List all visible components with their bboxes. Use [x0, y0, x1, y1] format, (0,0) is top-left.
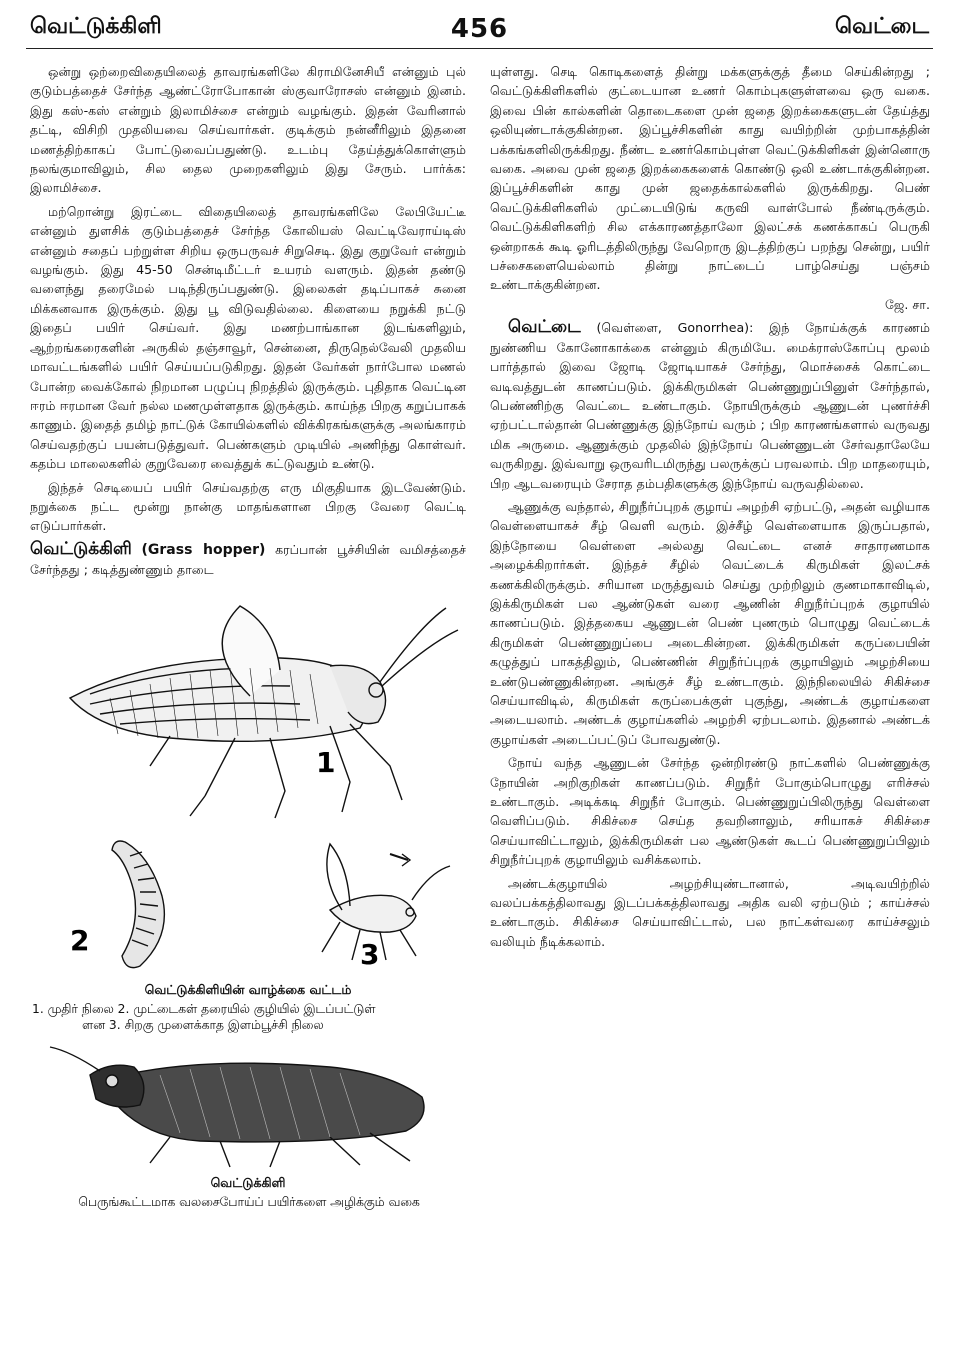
life-cycle-caption: வெட்டுக்கிளியின் வாழ்க்கை வட்டம்: [144, 981, 352, 997]
figure-number-3: 3: [360, 937, 380, 971]
left-paragraph-2: மற்றொன்று இரட்டை விதையிலைத் தாவரங்களிலே லேபியேட்டீ என்னும் துளசிக் குடும்பத்தைச் சேர்ந்த கோலியஸ் வெட்டிவேராய்டிஸ் என்னும் சதைப் பற்றுள்ள சிறிய ஒருபருவச் சிறுசெடி. இது குறுவேர் என்றும் வழங்கும். இது 45-50 சென்டிமீட்டர் உயரம் வளரும். இதன் தண்டு வளைந்து தரைமேல் படிந்திருப்பதுண்டு. இலைகள் தடிப்பாகச் சுனை மிக்கனவாக இருக்கும். இது பூ விடுவதில்லை. கிளையை நறுக்கி நட்டு இதைப் பயிர் செய்வர். இது மணற்பாங்கான இடங்களிலும், ஆற்றங்கரைகளின் அருகில் தஞ்சாவூர், சென்னை, திருநெல்வேலி முதலிய மாவட்டங்களில் பயிர் செய்யப்படுகிறது. இதன் வேர்கள் நார்போல மணல் போன்ற வைக்கோல் நிறமான பழுப்பு நிறத்தில் இருக்கும். புதிதாக வெட்டின ஈரம் ஈரமான வேர் நல்ல மணமுள்ளதாக இருக்கும். காய்ந்த பிறகு கறுப்பாகக் காணும். இதைத் தமிழ் நாட்டுக் கோயில்களில் விக்கிரகங்களுக்கு அலங்காரம் செய்வதற்குப் பயன்படுத்துவர். பெண்களும் முடியில் அணிந்து கொள்வர். கதம்ப மாலைகளில் குறுவேரை வைத்துக் கட்டுவதும் உண்டு.: [30, 203, 466, 472]
vettai-headword: வெட்டை: [508, 317, 581, 338]
right-column: [490, 62, 930, 1350]
life-cycle-legend-line-1: 1. முதிர் நிலை 2. முட்டைகள் தரையில் குழியில் இடப்பட்டுள்: [32, 1001, 376, 1016]
figure-number-1: 1: [316, 745, 336, 779]
page-number: 456: [450, 14, 509, 44]
life-cycle-legend-line-2: ளன 3. சிறகு முளைக்காத இளம்பூச்சி நிலை: [82, 1017, 324, 1032]
left-paragraph-1: ஒன்று ஒற்றைவிதையிலைத் தாவரங்களிலே கிராமினேசியீ என்னும் புல் குடும்பத்தைச் சேர்ந்த ஆண்ட்ரோபோகான் ஸ்குவாரோசஸ் என்னும் இனம். இது கஸ்-கஸ் என்றும் இலாமிச்சை என்றும் வழங்கும். இதன் வேரினால் தட்டி, விசிறி முதலியவை செய்வார்கள். குடிக்கும் நன்னீரிலும் இதனை மணத்திற்காகப் போட்டுவைப்பதுண்டு. உடம்பு தேய்த்துக்கொள்ளும் நலங்குமாவிலும், சில தைல முறைகளிலும் இது சேரும். பார்க்க: இலாமிச்சை.: [30, 64, 466, 196]
entry-latin-name: (Grass hopper): [141, 541, 266, 558]
right-paragraph-2: ஆணுக்கு வந்தால், சிறுநீர்ப்புறக் குழாய் அழற்சி ஏற்பட்டு, அதன் வழியாக வெள்ளையாகச் சீழ் வெளி வரும். இச்சீழ் வெள்ளையாக இருப்பதால், இந்நோயை வெள்ளை அல்லது வெட்டை எனச் சாதாரணமாக அழைக்கிறார்கள். இந்தச் சீழில் வெட்டைக் கிருமிகள் இலட்சக் கணக்கிலிருக்கும். சரியான மருத்துவம் செய்து முற்றிலும் குணமாகாவிடில், இக்கிருமிகள் பல ஆண்டுகள் வரை ஆணின் சிறுநீர்ப்புறக் குழாயில் காணப்படும். இத்தகைய ஆணுடன் பெண் புணரும் பொழுது வெட்டைக் கிருமிகள் பெண்ணுறுப்பை அடைகின்றன. இக்கிருமிகள் கருப்பையின் கழுத்துப் பாகத்திலும், பெண்ணின் சிறுநீர்ப்புறக் குழாயிலும் அழற்சியை உண்டுபண்ணுகின்றன. அங்குச் சீழ் உண்டாகும். இந்நிலையில் சிகிச்சை செய்யாவிடில், கிருமிகள் கருப்பைக்குள் புகுந்து, அண்டக் குழாய்களை அடையலாம். அண்டக் குழாய்களில் அழற்சி ஏற்படலாம். இதனால் அண்டக் குழாய்கள் அடைப்பட்டுப் போவதுண்டு.: [490, 498, 930, 747]
right-paragraph-3: நோய் வந்த ஆணுடன் சேர்ந்த ஒன்றிரண்டு நாட்களில் பெண்ணுக்கு நோயின் அறிகுறிகள் காணப்படும். சிறுநீர் போகும்பொழுது எரிச்சல் உண்டாகும். அடிக்கடி சிறுநீர் போகும். பெண்ணுறுப்பிலிருந்து வெள்ளை வெளிப்படும். சிகிச்சை செய்த தவறினாலும், சரியாகச் சிகிச்சை செய்யாவிட்டாலும், இக்கிருமிகள் பல ஆண்டுகள் கூடப் பெண்ணுறுப்பிலும் சிறுநீர்ப்புறக் குழாயிலும் வசிக்கலாம்.: [490, 755, 930, 868]
header-rule: [26, 48, 933, 49]
grasshopper-entry: [30, 540, 466, 580]
figure-number-2: 2: [70, 923, 90, 957]
locust-figure: [30, 1041, 466, 1171]
locust-caption: வெட்டுக்கிளி: [210, 1174, 286, 1190]
left-column: [30, 62, 466, 1350]
vettai-entry-text: இந் நோய்க்குக் காரணம் நுண்ணிய கோனோகாக்கை என்னும் கிருமியே. மைக்ராஸ்கோப்பு மூலம் பார்த்தால் இவை ஜோடி ஜோடியாகச் சேர்ந்து, மொச்சைக் கொட்டை வடிவத்துடன் காணப்படும். இக்கிருமிகள் பெண்ணுறுப்பினுள் சேர்ந்தால், பெண்ணிற்கு வெட்டை உண்டாகும். நோயிருக்கும் ஆணுடன் புணர்ச்சி ஏற்பட்டால்தான் பெண்ணுக்கு இந்நோய் வரும் ; பிற காரணங்களால் வருவது மிக அருமை. ஆணுக்கும் முதலில் இந்நோய் பெண்ணுடன் சேர்வதாலேயே வருகிறது. இவ்வாறு ஒருவரிடமிருந்து பலருக்குப் பரவலாம். பிற மாதரையும், பிற ஆடவரையும் சேராத தம்பதிகளுக்கு இந்நோய் வருவதில்லை.: [490, 320, 930, 491]
right-paragraph-4: அண்டக்குழாயில் அழற்சியுண்டானால், அடிவயிற்றில் வலப்பக்கத்திலாவது இடப்பக்கத்திலாவது அதிக வலி ஏற்படும் ; காய்ச்சல் உண்டாகும். சிகிச்சை செய்யாவிட்டால், பல நாட்கள்வரை காய்ச்சலும் வலியும் நீடிக்கலாம்.: [490, 875, 930, 949]
running-head-right: வெட்டை: [834, 14, 929, 39]
adult-grasshopper-illustration: [30, 586, 466, 824]
vettai-subtitle: (வெள்ளை, Gonorrhea):: [596, 320, 754, 336]
entry-headword: வெட்டுக்கிளி: [30, 538, 132, 559]
running-head-left: வெட்டுக்கிளி: [30, 14, 162, 39]
author-signature: ஜே. சா.: [884, 296, 930, 312]
locust-illustration: [30, 1041, 466, 1171]
right-paragraph-1: யுள்ளது. செடி கொடிகளைத் தின்று மக்களுக்குத் தீமை செய்கின்றது ; வெட்டுக்கிளிகளில் குட்டையான உணர் கொம்புகளுள்ளவை ஒரு வகை. இவை பின் கால்களின் தொடைகளை முன் ஜதை இறக்கைகளுடன் தேய்த்து ஒலியுண்டாக்குகின்றன. இப்பூச்சிகளின் காது வயிற்றின் முற்பாகத்தின் பக்கங்களிலிருக்கிறது. நீண்ட உணர்கொம்புள்ள வெட்டுக்கிளிகள் இன்னொரு வகை. அவை முன் ஜதை இறக்கைகளைக் கொண்டு ஒலி உண்டாக்குகின்றன. இப்பூச்சிகளின் காது முன் ஜதைக்கால்களில் இருக்கிறது. பெண் வெட்டுக்கிளிகளில் முட்டையிடுங் கருவி வாள்போல் நீண்டிருக்கும். வெட்டுக்கிளிகளிற் சில எக்காரணத்தாலோ இலட்சக் கணக்காகப் பெருகி ஒன்றாகக் கூடி ஓரிடத்திலிருந்து வேறொரு இடத்திற்குப் பறந்து சென்று, பயிர் பச்சைகளையெல்லாம் தின்று நாட்டைப் பாழ்செய்து பஞ்சம் உண்டாக்குகின்றன.: [490, 64, 930, 293]
locust-subcaption: பெருங்கூட்டமாக வலசைபோய்ப் பயிர்களை அழிக்கும் வகை: [78, 1194, 420, 1209]
life-cycle-figure: [30, 586, 466, 824]
left-paragraph-3: இந்தச் செடியைப் பயிர் செய்வதற்கு எரு மிகுதியாக இடவேண்டும். நறுக்கை நட்ட மூன்று நான்கு மாதங்களான பிறகு வேரை வெட்டி எடுப்பார்கள்.: [30, 479, 466, 534]
eggs-and-nymph-illustration: [30, 826, 466, 976]
eggs-and-nymph-figure: [30, 826, 466, 976]
entry-text: கரப்பான் பூச்சியின் வமிசத்தைச் சேர்ந்தது ; கடித்துண்ணும் தாடை: [30, 541, 466, 578]
vettai-entry: [490, 318, 930, 493]
